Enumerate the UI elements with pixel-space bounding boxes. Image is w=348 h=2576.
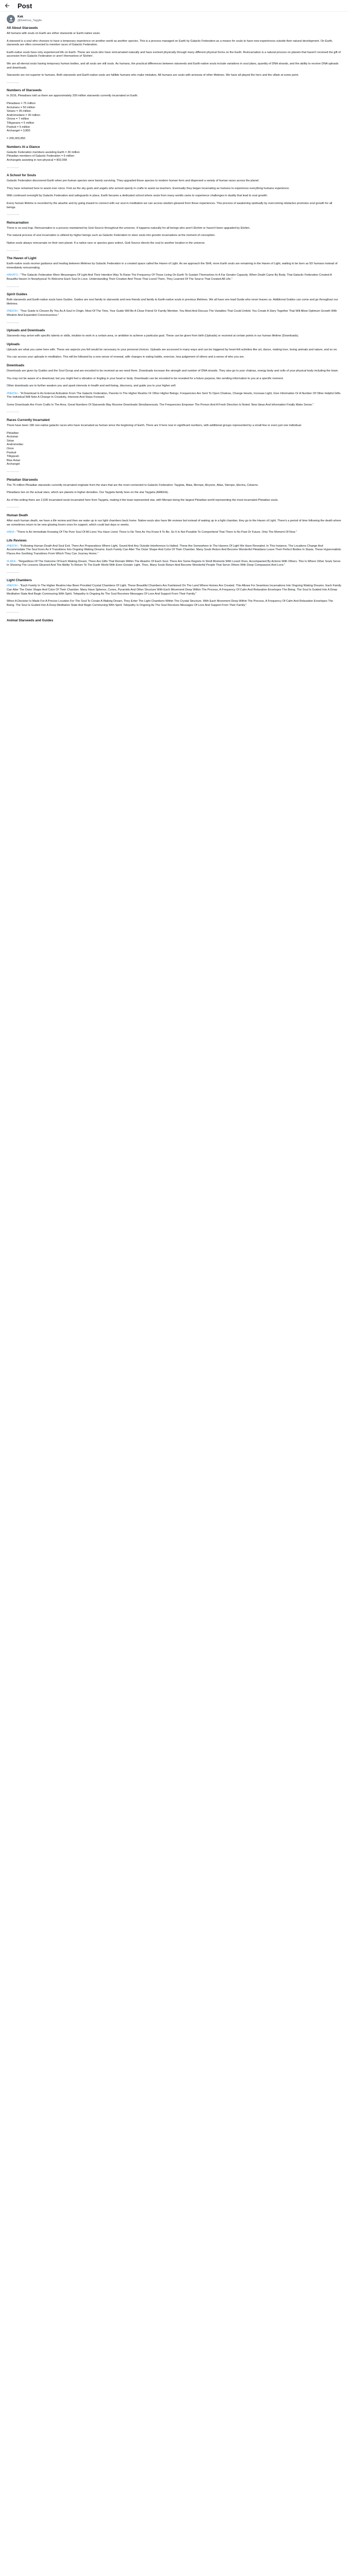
- section-divider: ————: [7, 571, 20, 574]
- quote-text: - "Each Family In The Higher Realms Has Been Provided Crystal Chambers Of Light. These Beautiful Chambers Are Fashioned On The Land Where Homes Are Created. This Allows For Seamless Incarnations Into Ongoing Waking Dreams. Each Family Can Alter The Outer Shape And Color Of Their Chamber. Many Have Spheres, Cones, Pyramids And Other Structure With Each Movement Deep Within The Process, A Frequency Of Calm And Relaxation Envelopes The Being. The Soul Is Guided Into A Deep Meditative State And Begin Communing With Spirit. Telepathy Is Ongoing As The Soul Receives Messages Of Love And Support From Their Family.": [7, 584, 341, 596]
- section-heading: Spirit Guides: [7, 293, 27, 297]
- text-list: [7, 151, 341, 163]
- paragraph: Other downloads are to further awaken you and spark interests in health and well-being, discovery, and guide you to your higher self.: [7, 384, 176, 388]
- top-bar: [0, 0, 348, 12]
- hashtag-link[interactable]: #NEIOH: [7, 392, 18, 395]
- quote-paragraph: [7, 531, 341, 535]
- hashtag-link[interactable]: #AKA: [7, 531, 14, 534]
- paragraph: There is no soul trap. Reincarnation is a process maintained by God-Source throughout the universe. It happens naturally for all beings who aren't Elohim or haven't been upgraded by Elohim.: [7, 226, 251, 230]
- paragraph: Some Downloads Are From Crafts In The Area. Great Numbers Of Starseeds May Receive Downloads Simultaneously. The Frequencies Empower The Person And A Fresh Direction Is Noted. New Ideas And Information Finally Make Sense.": [7, 403, 314, 406]
- quote-paragraph: [7, 274, 341, 281]
- text-list: [7, 102, 341, 141]
- section-divider: ————: [7, 166, 20, 170]
- list-item: Peeksit: [7, 451, 16, 454]
- paragraph: They have remained here to assist ever since. First as the sky gods and angels who arrived openly in crafts to assist as teachers. Eventually they began incarnating as humans to experience everything humans experience.: [7, 187, 290, 190]
- list-item: Pleiadian: [7, 431, 19, 435]
- paragraph: When A Decision Is Made For A Precise Location For The Soul To Create A Waking Dream, They Enter The Light Chambers Within The Crystal Structure. With Each Movement Deep Within The Process, A Frequency Of Calm And Relaxation Envelopes The Being. The Soul Is Guided Into A Deep Meditative State And Begin Communing With Spirit. Telepathy Is Ongoing As The Soul Receives Messages Of Love And Support From Their Family.": [7, 600, 334, 607]
- paragraph: Galactic Federation discovered Earth when pre-human species were barely surviving. They upgraded those species to modern human form and dispersed a variety of human races across the planet.: [7, 179, 259, 183]
- section-heading: Animal Starseeds and Guides: [7, 618, 54, 622]
- list-item: Peeksit = 5 million: [7, 125, 30, 129]
- list-item: Pleiadians = 75 million: [7, 101, 36, 105]
- section-heading: Human Death: [7, 513, 28, 517]
- paragraph: A starseed is a soul who chooses to have a temporary experience on another world as another species. This is a process managed on Earth by Galactic Federation as a means for souls to have new experiences outside their natural development. On Earth, starseeds are often connected to member races of Galactic Federation.: [7, 39, 333, 47]
- list-item: Archangel = 3,850: [7, 129, 30, 133]
- hashtag-link[interactable]: #AKATO: [7, 274, 18, 277]
- section-divider: ————: [7, 506, 20, 510]
- quote-paragraph: [7, 584, 341, 596]
- list-item: Sirians = 35 million: [7, 110, 31, 113]
- paragraph: You can access your uploads in meditation. This will be followed by a new sense of renewal, with changes in eating habits, exercise, less judgement of others and a sense of who you are.: [7, 355, 245, 359]
- page-title: Post: [18, 2, 32, 10]
- section-divider: ————: [7, 321, 20, 325]
- paragraph: All humans with souls on Earth are either starseeds or Earth-native souls.: [7, 32, 101, 35]
- list-item: Arcturians = 50 million: [7, 106, 36, 109]
- paragraph: Native souls always reincarnate on their own planet. If a native race or species goes extinct, God-Source directs the soul to another location in the universe.: [7, 242, 206, 245]
- hashtag-link[interactable]: #NEIOH: [7, 584, 18, 588]
- section-heading: Races Currently Incarnated: [7, 418, 50, 422]
- hashtag-link[interactable]: #LAKA: [7, 560, 16, 563]
- section-divider: ————: [7, 249, 20, 252]
- list-item: Andromedan: [7, 443, 24, 447]
- quote-text: - "Following Human Death And Soul Exit, There Are Preparations Where Light, Sound And Any Outside Interference Is Halted. These Are Somewhere In The Havens Of Light We Have Revealed. In This Instance, The Locations Change And Accommodate The Soul Even As It Transitions Into Ongoing Waking Dreams. Each Family Can Alter The Outer Shape And Color Of Their Chamber. Many Souls Return And Become Wonderful Pleiadians Leave Their Perfect Bodies In Stasis, These Hyperrealistic Places Are Soothing Transitions From Which They Can Journey Home.": [7, 544, 341, 555]
- paragraph: As of this writing there are 2,630 incarnated souls incarnated here from Taygeta, making it the least represented star, with Merope being the largest Pleiadian world representing the most incarnated Pleiadian souls.: [7, 498, 278, 502]
- list-item: Archangel: [7, 463, 20, 466]
- paragraph: Both starseeds and Earth-native souls have Guides. Guides are soul family to starseeds and new friends and family to Earth-native souls in previous lifetimes. We all have one lead Guide who never leaves us. Additional Guides can come and go throughout our lifetimes.: [7, 298, 338, 306]
- paragraph: In 2016, Pleiadians told us there are approximately 200 million starseeds currently incarnated on Earth.: [7, 94, 138, 98]
- section-divider: ————: [7, 285, 20, 289]
- paragraph: You may not be aware of a download, but you might feel a vibration or tingling in your head or body. Downloads can be encoded to be revealed for a future purpose, like sending information to you at a specific moment.: [7, 377, 284, 380]
- paragraph: The natural process of soul incarnation is utilized by higher beings such as Galactic Federation to steer souls into genetic incarnations at the moment of conception.: [7, 234, 216, 238]
- quote-paragraph: [7, 560, 341, 568]
- author-name[interactable]: Kek: [18, 15, 24, 19]
- list-item: Pleiadian members of Galactic Federation = 6 million: [7, 155, 75, 158]
- paragraph: Starseeds are not superior to humans. Both starseeds and Earth-native souls are fallible humans who make mistakes. All humans are souls with amnesia of other lifetimes. We have all played the hero and the villain at some point.: [7, 74, 299, 77]
- avatar[interactable]: [7, 15, 15, 23]
- paragraph: Pleiadians live on the actual stars, which are planets in higher densities. Our Taygeta family lives on the star Taygeta (AMEKA).: [7, 491, 169, 495]
- section-heading: Numbers of Starseeds: [7, 89, 42, 93]
- paragraph: We are all eternal souls having temporary human bodies, and all souls are still souls. As humans, the practical differences between starseeds and Earth-native souls include variations in soul plans, quantity of DNA strands, and the ability to receive DNA uploads and downloads.: [7, 62, 339, 70]
- paragraph: Every human lifetime is recorded by the akashic and by going inward to connect with our soul in meditation we can access wisdom gleaned from these experiences. This process of awakening spiritually by overcoming obstacles promotes soul growth for all beings.: [7, 202, 333, 209]
- hashtag-link[interactable]: #NEIOH: [7, 310, 18, 313]
- list-item: Orions = 7 million: [7, 117, 29, 121]
- section-heading: All About Starseeds: [7, 26, 38, 30]
- post-author[interactable]: [7, 15, 341, 23]
- section-heading: Downloads: [7, 363, 25, 367]
- section-heading: Uploads and Downloads: [7, 329, 45, 333]
- paragraph: Downloads are given by Guides and the Soul Group and are encoded to be received as we need them. Downloads increase the strength and number of DNA strands. They also go to your chakras, energy body and cells of your physical body including the brain.: [7, 369, 339, 372]
- post-content: [0, 12, 348, 623]
- section-divider: ————: [7, 470, 20, 473]
- list-item: Galactic Federation members assisting Earth = 30 million: [7, 150, 80, 154]
- section-heading: Numbers At a Glance: [7, 145, 40, 149]
- quote-text: - "Regardless Of The Outcome Of Each Waking Dream, There Are Gifts That Remain Within The Akashic Of Each Soul. There Are Some Regrets In Stroll Moments With Loved Ones, Accompanied By Actions With Others. This Is Where Other Souls Serve In Showing The Lessons Gleaned And The Ability To Return To The Earth World With Even Greater Light. Then, Many Souls Return And Become Wonderful People That Serve Others With Deep Compassion And Love.": [7, 560, 341, 567]
- author-handle[interactable]: @Kekimus_Tagglio: [18, 19, 42, 23]
- section-divider: ————: [7, 81, 20, 84]
- quote-paragraph: [7, 545, 341, 556]
- list-item: Andromedans = 30 million: [7, 113, 40, 117]
- quote-paragraph: [7, 310, 341, 317]
- paragraph: Uploads are what you came here with. These are aspects you felt would be necessary to your personal choices. Uploads are accessed in many ways and can be triggered by heart-felt activities like art, dance, making love, loving animals and nature, and so on.: [7, 348, 338, 351]
- section-divider: ————: [7, 411, 20, 414]
- section-heading: Pleiadian Starseeds: [7, 478, 38, 482]
- quote-text: - "There Is An Immediate Knowing Of The Pure Soul Of All Lives You Have Lived. There Is No Time As You Know It To Be, So It Is Not Possible To Comprehend That There Is No Past Or Future. Only The Moment Of Now.": [14, 531, 297, 534]
- list-item: Orion: [7, 447, 14, 451]
- list-item: Tilkypeans = 5 million: [7, 121, 35, 125]
- paragraph: Earth-native souls have only experienced life on Earth. These are souls who have reincarnated naturally and have evolved physically through many different physical forms on the Earth. Reincarnation is a natural process on planets that haven't received the gift of ascension from Galactic Federation or aren't themselves of 'Elohim'.: [7, 50, 341, 58]
- list-item: Arcturian: [7, 435, 19, 439]
- text-list: [7, 432, 341, 467]
- list-item: Tilkypeah: [7, 455, 19, 459]
- list-item: Blue Avian: [7, 459, 21, 462]
- quote-text: - "Your Guide Is Chosen By You As A Soul In Origin. Most Of The Time, Your Guide Will Be A Close Friend Or Family Member. You Meet And Discuss The Variables That Could Unfold. You Create A Story Together That Will Allow Optimum Growth With Wisdom And Expanded Consciousness.": [7, 310, 337, 317]
- section-divider: ————: [7, 611, 20, 615]
- paragraph: There have been 180 non-native galactic races who have incarnated as human since the beginning of Earth. There are 9 here now in significant numbers, with additional groups represented by a small few or even just one individual.: [7, 424, 302, 428]
- paragraph: After each human death, we have a life review and then we wake up in our light chambers back home. Native-souls also have life reviews but instead of waking up in a light chamber, they go to the Haven of Light. There's a period of time following the death where we sometimes return to be new glowing lovers ones for support, which could last days or weeks.: [7, 519, 341, 527]
- section-heading: The Haven of Light: [7, 257, 37, 261]
- section-heading: Life Reviews: [7, 538, 27, 543]
- section-heading: A School for Souls: [7, 174, 36, 178]
- paragraph: The 75 million Pleiadian starseeds currently incarnated originate from the stars that are the most connected to Galactic Federation: Taygeta, Maia, Merope, Alcyone, Atlas, Sterope, Electra, Celaeno.: [7, 483, 259, 487]
- quote-paragraph: [7, 392, 341, 400]
- list-item: [7, 133, 341, 138]
- paragraph: With continued oversight by Galactic Federation and safeguards in place, Earth became a dedicated school where souls from many worlds came to experience challenges in duality that lead to soul growth.: [7, 194, 268, 198]
- section-heading: Reincarnation: [7, 221, 29, 225]
- paragraph: Starseeds may arrive with specific talents or skills, intuition to work in a certain area, or ambition to achieve a particular goal. These can be given from birth (Uploads) or received at certain points in our human lifetime (Downloads).: [7, 334, 299, 338]
- list-item: Sirian: [7, 439, 14, 443]
- quote-text: - "A Download Is An External Activation From The Galactic Federation, Parents In The Higher Realms Or Other Higher Beings. Frequencies Are Sent To Open Chakras, Change Hearts, Increase Light, Give Information Or A Number Of Other Helpful Gifts. The Individual Will Note A Change In Creativity, Interests And Steps Forward.: [7, 392, 341, 399]
- hashtag-link[interactable]: #NEIOH: [7, 544, 18, 548]
- list-item: = 200,003,850: [7, 137, 25, 141]
- paragraph: Earth-native souls receive guidance and healing between lifetimes by Galactic Federation in a created space called the Haven of Light. As we approach the Shift, more Earth souls are remaining in the Haven of Light, waiting to be born as 5D humans instead of immediately reincarnating.: [7, 262, 338, 269]
- list-item: Archangels assisting in non-physical = 802,058: [7, 159, 67, 162]
- article-body: [7, 26, 341, 623]
- section-divider: ————: [7, 213, 20, 217]
- section-heading: Light Chambers: [7, 579, 32, 583]
- section-heading: Uploads: [7, 342, 20, 346]
- back-arrow-icon[interactable]: [4, 2, 12, 10]
- quote-text: - "The Galactic Federation Were Messengers Of Light And Their Intention Was To Raise The Frequency Of Those Living On Earth To Sustain Themselves In A Far Greater Capacity. When Death Came By Body, That Galactic Federation Created A Beautiful Haven In Nonphysical To Welcome Each Soul In Love. Understanding Their Creation And Those That Loved Them, They Learned Of The Source That Created All Life.": [7, 274, 332, 281]
